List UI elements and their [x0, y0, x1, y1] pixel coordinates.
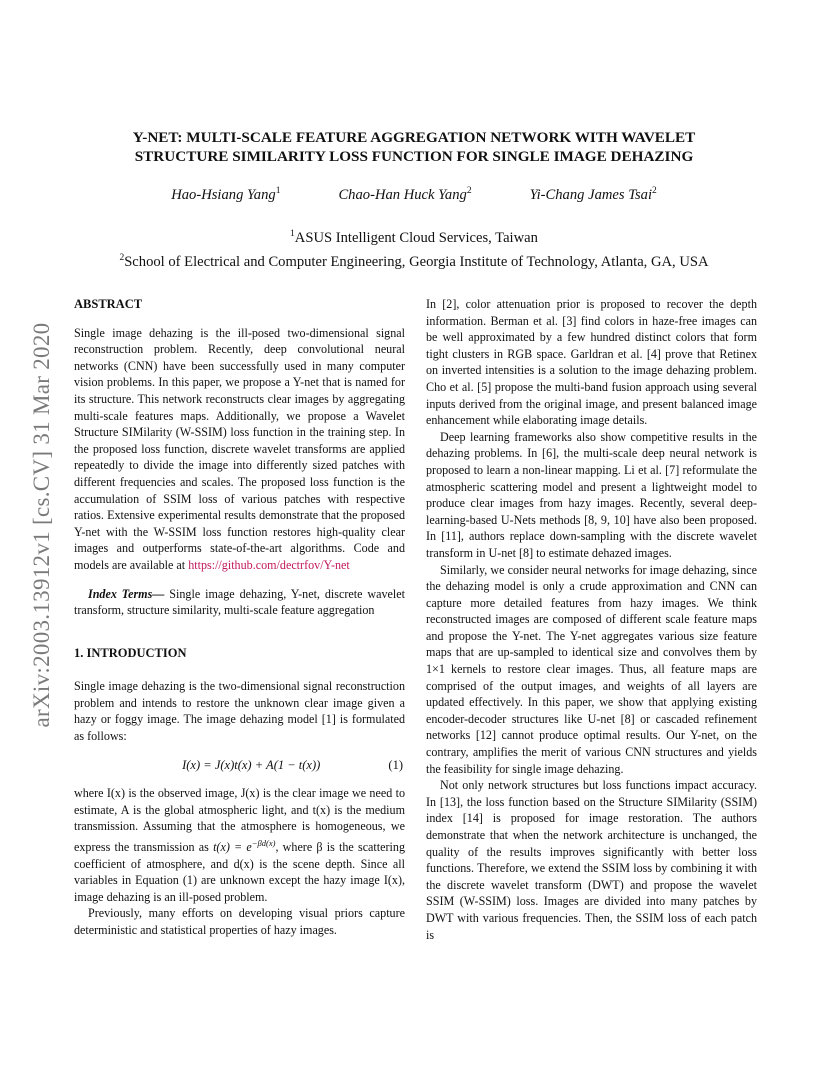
affiliation: $^1$ASUS Intelligent Cloud Services, Taiwan [290, 229, 538, 246]
right-column [426, 296, 757, 943]
equation-1 [74, 757, 405, 774]
affiliation: $^2$School of Electrical and Computer Engineering, Georgia Institute of Technology, Atlanta, GA, USA [119, 252, 709, 270]
right-paragraph-3: Similarly, we consider neural networks for image dehazing, since the dehazing model is only a crude approximation and CNN can capture more detailed features from hazy images. We think reconstructed images are composed of different scale feature maps and propose the Y-net. The Y-net aggregates various size feature maps that are up-sampled to identical size and convolves them by 1×1 kernels to restore clear images. Thus, all feature maps are comprised of the output images, and weights of all layers are updated effectively. In this paper, we show that applying existing encoder-decoder structures like U-net [8] or cascaded refinement networks [12] cannot produce optimal results. Our Y-net, on the contrary, amplifies the merit of various CNN structures and yields the feasibility for single image dehazing. [426, 562, 757, 776]
abstract-heading: ABSTRACT [74, 297, 143, 311]
equation-expression: I(x) = J(x)t(x) + A(1 − t(x)) [182, 757, 321, 772]
affiliations [60, 224, 768, 272]
left-column [74, 296, 405, 939]
index-terms: Index Terms— Single image dehazing, Y-net, discrete wavelet transform, structure similarity, multi-scale feature aggregation [74, 586, 405, 618]
equation-number: (1) [388, 757, 403, 772]
author: Chao-Han Huck Yang$^2$ [338, 186, 472, 203]
intro-paragraph-1: Single image dehazing is the two-dimensional signal reconstruction problem and intends to restore the unknown clear image given a hazy or foggy image. The image dehazing model [1] is formulated as follows: [74, 679, 405, 744]
right-paragraph-2: Deep learning frameworks also show competitive results in the dehazing problems. In [6], the multi-scale deep neural network is proposed to learn a non-linear mapping. Li et al. [7] reformulate the atmospheric scattering model and present a lightweight model to produce clear images from hazy images. Recently, several deep-learning-based U-Nets methods [8, 9, 10] have also been proposed. In [11], authors replace down-sampling with the discrete wavelet transform in U-net [8] to estimate dehazed images. [426, 429, 757, 560]
author-list [74, 186, 754, 204]
right-paragraph-4: Not only network structures but loss functions impact accuracy. In [13], the loss function based on the Structure SIMilarity (SSIM) index [14] is proposed for image restoration. The authors demonstrate that when the network architecture is unchanged, the quality of the results improves significantly with better loss functions. Therefore, we extend the SSIM loss by combining it with the discrete wavelet transform (DWT) and propose the wavelet SSIM (W-SSIM) loss. Images are divided into many patches by DWT with various frequencies. Then, the SSIM loss of each patch is [426, 778, 757, 942]
paper-title [74, 128, 754, 166]
title-line-1: Y-NET: MULTI-SCALE FEATURE AGGREGATION NETWORK WITH WAVELET [132, 129, 696, 146]
abstract-text: Single image dehazing is the ill-posed two-dimensional signal reconstruction problem. Recently, deep convolutional neural networks (CNN) have been successfully used in many computer vision problems. In this paper, we propose a Y-net that is named for its structure. This network reconstructs clear images by aggregating multi-scale features maps. Additionally, we propose a Wavelet Structure SIMilarity (W-SSIM) loss function in the training step. In the proposed loss function, discrete wavelet transforms are applied repeatedly to divide the image into differently sized patches with different frequencies and scales. The proposed loss function is the accumulation of SSIM loss of various patches with respective ratios. Extensive experimental results demonstrate that the proposed Y-net with the W-SSIM loss function restores high-quality clear images and outperforms state-of-the-art algorithms. Code and models are available at https://github.com/dectrfov/Y-net [74, 325, 405, 572]
introduction-heading: 1. INTRODUCTION [74, 645, 187, 660]
title-line-2: STRUCTURE SIMILARITY LOSS FUNCTION FOR SINGLE IMAGE DEHAZING [134, 148, 694, 165]
intro-paragraph-2: where I(x) is the observed image, J(x) is the clear image we need to estimate, A is the global atmospheric light, and t(x) is the medium transmission. Assuming that the atmosphere is homogeneous, we express the transmission as $t(x) = e^{-\beta d(x)}$, where β is the scattering coefficient of atmosphere, and d(x) is the scene depth. Since all variables in Equation (1) are unknown except the hazy image I(x), image dehazing is an ill-posed problem. [74, 786, 405, 904]
code-link[interactable]: https://github.com/dectrfov/Y-net [188, 557, 350, 572]
intro-paragraph-3: Previously, many efforts on developing visual priors capture deterministic and statistical properties of hazy images. [74, 906, 405, 938]
author: Hao-Hsiang Yang$^1$ [171, 186, 281, 203]
right-paragraph-1: In [2], color attenuation prior is proposed to recover the depth information. Berman et al. [3] find colors in haze-free images can be well approximated by a few hundred distinct colors that form tight clusters in RGB space. Garldran et al. [4] prove that Retinex on inverted intensities is a solution to the image dehazing problem. Cho et al. [5] propose the multi-band fusion approach using several inputs derived from the original image, and present balanced image enhancement while elaborating image details. [426, 297, 757, 428]
author: Yi-Chang James Tsai$^2$ [529, 186, 657, 203]
arxiv-identifier: arXiv:2003.13912v1 [cs.CV] 31 Mar 2020 [29, 322, 54, 728]
